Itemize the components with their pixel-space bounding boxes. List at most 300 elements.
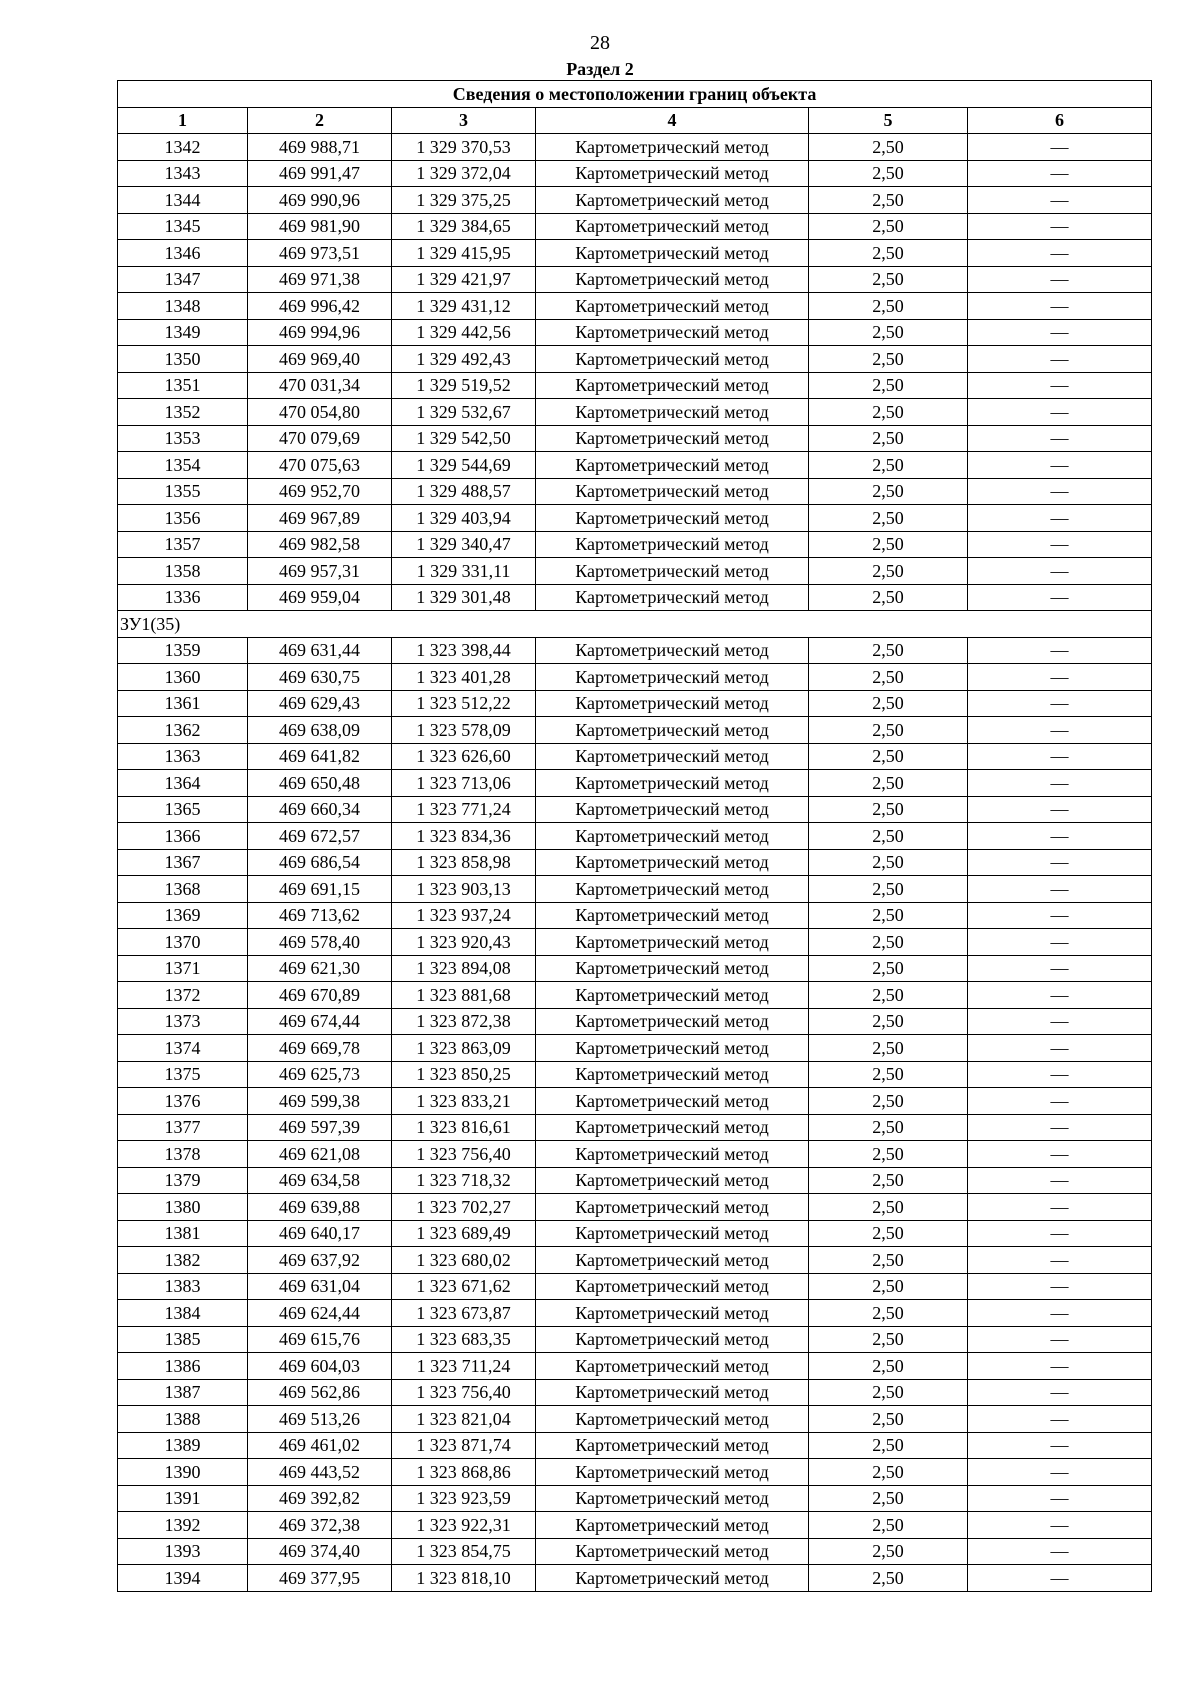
accuracy-cell: 2,50 bbox=[809, 1194, 968, 1221]
description-cell: — bbox=[968, 531, 1152, 558]
point-number-cell: 1380 bbox=[118, 1194, 248, 1221]
accuracy-cell: 2,50 bbox=[809, 1379, 968, 1406]
description-cell: — bbox=[968, 717, 1152, 744]
description-cell: — bbox=[968, 1432, 1152, 1459]
x-coordinate-cell: 469 513,26 bbox=[248, 1406, 392, 1433]
method-cell: Картометрический метод bbox=[536, 1247, 809, 1274]
method-cell: Картометрический метод bbox=[536, 1379, 809, 1406]
description-cell: — bbox=[968, 1512, 1152, 1539]
column-number-header: 6 bbox=[968, 107, 1152, 134]
point-number-cell: 1387 bbox=[118, 1379, 248, 1406]
method-cell: Картометрический метод bbox=[536, 982, 809, 1009]
x-coordinate-cell: 469 670,89 bbox=[248, 982, 392, 1009]
accuracy-cell: 2,50 bbox=[809, 1247, 968, 1274]
accuracy-cell: 2,50 bbox=[809, 982, 968, 1009]
table-row bbox=[118, 478, 1152, 505]
accuracy-cell: 2,50 bbox=[809, 770, 968, 797]
y-coordinate-cell: 1 323 626,60 bbox=[392, 743, 536, 770]
column-number-header: 1 bbox=[118, 107, 248, 134]
point-number-cell: 1381 bbox=[118, 1220, 248, 1247]
x-coordinate-cell: 469 640,17 bbox=[248, 1220, 392, 1247]
method-cell: Картометрический метод bbox=[536, 558, 809, 585]
table-row bbox=[118, 160, 1152, 187]
description-cell: — bbox=[968, 478, 1152, 505]
y-coordinate-cell: 1 323 863,09 bbox=[392, 1035, 536, 1062]
accuracy-cell: 2,50 bbox=[809, 1565, 968, 1592]
y-coordinate-cell: 1 323 923,59 bbox=[392, 1485, 536, 1512]
description-cell: — bbox=[968, 982, 1152, 1009]
x-coordinate-cell: 469 631,04 bbox=[248, 1273, 392, 1300]
table-row bbox=[118, 240, 1152, 267]
point-number-cell: 1382 bbox=[118, 1247, 248, 1274]
table-row bbox=[118, 849, 1152, 876]
method-cell: Картометрический метод bbox=[536, 1512, 809, 1539]
group-label: ЗУ1(35) bbox=[118, 611, 1152, 638]
y-coordinate-cell: 1 323 673,87 bbox=[392, 1300, 536, 1327]
y-coordinate-cell: 1 329 384,65 bbox=[392, 213, 536, 240]
description-cell: — bbox=[968, 1194, 1152, 1221]
method-cell: Картометрический метод bbox=[536, 266, 809, 293]
table-row bbox=[118, 1300, 1152, 1327]
y-coordinate-cell: 1 323 858,98 bbox=[392, 849, 536, 876]
method-cell: Картометрический метод bbox=[536, 1061, 809, 1088]
point-number-cell: 1363 bbox=[118, 743, 248, 770]
method-cell: Картометрический метод bbox=[536, 823, 809, 850]
y-coordinate-cell: 1 323 850,25 bbox=[392, 1061, 536, 1088]
method-cell: Картометрический метод bbox=[536, 1459, 809, 1486]
x-coordinate-cell: 469 637,92 bbox=[248, 1247, 392, 1274]
y-coordinate-cell: 1 329 542,50 bbox=[392, 425, 536, 452]
method-cell: Картометрический метод bbox=[536, 1088, 809, 1115]
table-row bbox=[118, 1485, 1152, 1512]
point-number-cell: 1384 bbox=[118, 1300, 248, 1327]
x-coordinate-cell: 470 031,34 bbox=[248, 372, 392, 399]
point-number-cell: 1356 bbox=[118, 505, 248, 532]
table-row bbox=[118, 584, 1152, 611]
x-coordinate-cell: 469 374,40 bbox=[248, 1538, 392, 1565]
accuracy-cell: 2,50 bbox=[809, 929, 968, 956]
accuracy-cell: 2,50 bbox=[809, 213, 968, 240]
point-number-cell: 1347 bbox=[118, 266, 248, 293]
point-number-cell: 1374 bbox=[118, 1035, 248, 1062]
point-number-cell: 1359 bbox=[118, 637, 248, 664]
table-row bbox=[118, 637, 1152, 664]
accuracy-cell: 2,50 bbox=[809, 876, 968, 903]
method-cell: Картометрический метод bbox=[536, 1273, 809, 1300]
accuracy-cell: 2,50 bbox=[809, 849, 968, 876]
method-cell: Картометрический метод bbox=[536, 346, 809, 373]
x-coordinate-cell: 469 981,90 bbox=[248, 213, 392, 240]
point-number-cell: 1336 bbox=[118, 584, 248, 611]
method-cell: Картометрический метод bbox=[536, 1432, 809, 1459]
accuracy-cell: 2,50 bbox=[809, 266, 968, 293]
description-cell: — bbox=[968, 1035, 1152, 1062]
accuracy-cell: 2,50 bbox=[809, 1406, 968, 1433]
method-cell: Картометрический метод bbox=[536, 213, 809, 240]
point-number-cell: 1349 bbox=[118, 319, 248, 346]
x-coordinate-cell: 469 994,96 bbox=[248, 319, 392, 346]
method-cell: Картометрический метод bbox=[536, 478, 809, 505]
description-cell: — bbox=[968, 1379, 1152, 1406]
x-coordinate-cell: 469 990,96 bbox=[248, 187, 392, 214]
description-cell: — bbox=[968, 1061, 1152, 1088]
description-cell: — bbox=[968, 1538, 1152, 1565]
point-number-cell: 1352 bbox=[118, 399, 248, 426]
description-cell: — bbox=[968, 266, 1152, 293]
table-row bbox=[118, 1565, 1152, 1592]
accuracy-cell: 2,50 bbox=[809, 452, 968, 479]
point-number-cell: 1391 bbox=[118, 1485, 248, 1512]
table-row bbox=[118, 1459, 1152, 1486]
y-coordinate-cell: 1 323 671,62 bbox=[392, 1273, 536, 1300]
method-cell: Картометрический метод bbox=[536, 160, 809, 187]
description-cell: — bbox=[968, 1220, 1152, 1247]
point-number-cell: 1366 bbox=[118, 823, 248, 850]
description-cell: — bbox=[968, 1273, 1152, 1300]
method-cell: Картометрический метод bbox=[536, 1008, 809, 1035]
y-coordinate-cell: 1 323 689,49 bbox=[392, 1220, 536, 1247]
column-number-header: 3 bbox=[392, 107, 536, 134]
x-coordinate-cell: 469 630,75 bbox=[248, 664, 392, 691]
accuracy-cell: 2,50 bbox=[809, 1114, 968, 1141]
accuracy-cell: 2,50 bbox=[809, 134, 968, 161]
description-cell: — bbox=[968, 187, 1152, 214]
method-cell: Картометрический метод bbox=[536, 929, 809, 956]
y-coordinate-cell: 1 323 871,74 bbox=[392, 1432, 536, 1459]
table-row bbox=[118, 690, 1152, 717]
accuracy-cell: 2,50 bbox=[809, 1167, 968, 1194]
x-coordinate-cell: 469 669,78 bbox=[248, 1035, 392, 1062]
y-coordinate-cell: 1 323 756,40 bbox=[392, 1141, 536, 1168]
x-coordinate-cell: 469 377,95 bbox=[248, 1565, 392, 1592]
accuracy-cell: 2,50 bbox=[809, 1141, 968, 1168]
table-row bbox=[118, 1379, 1152, 1406]
method-cell: Картометрический метод bbox=[536, 1114, 809, 1141]
table-row bbox=[118, 399, 1152, 426]
method-cell: Картометрический метод bbox=[536, 187, 809, 214]
method-cell: Картометрический метод bbox=[536, 1538, 809, 1565]
boundary-coordinates-table bbox=[117, 80, 1152, 1592]
y-coordinate-cell: 1 323 398,44 bbox=[392, 637, 536, 664]
accuracy-cell: 2,50 bbox=[809, 1326, 968, 1353]
description-cell: — bbox=[968, 452, 1152, 479]
x-coordinate-cell: 469 672,57 bbox=[248, 823, 392, 850]
point-number-cell: 1393 bbox=[118, 1538, 248, 1565]
accuracy-cell: 2,50 bbox=[809, 1459, 968, 1486]
x-coordinate-cell: 469 638,09 bbox=[248, 717, 392, 744]
accuracy-cell: 2,50 bbox=[809, 743, 968, 770]
x-coordinate-cell: 469 660,34 bbox=[248, 796, 392, 823]
table-row bbox=[118, 982, 1152, 1009]
x-coordinate-cell: 470 054,80 bbox=[248, 399, 392, 426]
y-coordinate-cell: 1 323 894,08 bbox=[392, 955, 536, 982]
description-cell: — bbox=[968, 1141, 1152, 1168]
method-cell: Картометрический метод bbox=[536, 690, 809, 717]
y-coordinate-cell: 1 323 920,43 bbox=[392, 929, 536, 956]
point-number-cell: 1350 bbox=[118, 346, 248, 373]
accuracy-cell: 2,50 bbox=[809, 1300, 968, 1327]
x-coordinate-cell: 469 959,04 bbox=[248, 584, 392, 611]
y-coordinate-cell: 1 323 702,27 bbox=[392, 1194, 536, 1221]
y-coordinate-cell: 1 329 340,47 bbox=[392, 531, 536, 558]
point-number-cell: 1389 bbox=[118, 1432, 248, 1459]
method-cell: Картометрический метод bbox=[536, 1300, 809, 1327]
table-row bbox=[118, 213, 1152, 240]
x-coordinate-cell: 469 634,58 bbox=[248, 1167, 392, 1194]
point-number-cell: 1373 bbox=[118, 1008, 248, 1035]
x-coordinate-cell: 469 604,03 bbox=[248, 1353, 392, 1380]
table-row bbox=[118, 425, 1152, 452]
point-number-cell: 1385 bbox=[118, 1326, 248, 1353]
x-coordinate-cell: 469 629,43 bbox=[248, 690, 392, 717]
y-coordinate-cell: 1 329 442,56 bbox=[392, 319, 536, 346]
point-number-cell: 1365 bbox=[118, 796, 248, 823]
method-cell: Картометрический метод bbox=[536, 1220, 809, 1247]
accuracy-cell: 2,50 bbox=[809, 1353, 968, 1380]
x-coordinate-cell: 469 957,31 bbox=[248, 558, 392, 585]
point-number-cell: 1342 bbox=[118, 134, 248, 161]
description-cell: — bbox=[968, 1459, 1152, 1486]
method-cell: Картометрический метод bbox=[536, 452, 809, 479]
table-row bbox=[118, 346, 1152, 373]
method-cell: Картометрический метод bbox=[536, 293, 809, 320]
y-coordinate-cell: 1 329 492,43 bbox=[392, 346, 536, 373]
point-number-cell: 1362 bbox=[118, 717, 248, 744]
table-row bbox=[118, 531, 1152, 558]
table-caption: Сведения о местоположении границ объекта bbox=[118, 81, 1152, 108]
table-row bbox=[118, 823, 1152, 850]
table-row bbox=[118, 1088, 1152, 1115]
table-row bbox=[118, 293, 1152, 320]
table-row bbox=[118, 1114, 1152, 1141]
y-coordinate-cell: 1 329 421,97 bbox=[392, 266, 536, 293]
description-cell: — bbox=[968, 1088, 1152, 1115]
y-coordinate-cell: 1 323 922,31 bbox=[392, 1512, 536, 1539]
method-cell: Картометрический метод bbox=[536, 319, 809, 346]
method-cell: Картометрический метод bbox=[536, 425, 809, 452]
x-coordinate-cell: 469 641,82 bbox=[248, 743, 392, 770]
method-cell: Картометрический метод bbox=[536, 902, 809, 929]
accuracy-cell: 2,50 bbox=[809, 902, 968, 929]
description-cell: — bbox=[968, 319, 1152, 346]
point-number-cell: 1355 bbox=[118, 478, 248, 505]
x-coordinate-cell: 469 392,82 bbox=[248, 1485, 392, 1512]
description-cell: — bbox=[968, 637, 1152, 664]
point-number-cell: 1377 bbox=[118, 1114, 248, 1141]
accuracy-cell: 2,50 bbox=[809, 1432, 968, 1459]
y-coordinate-cell: 1 323 816,61 bbox=[392, 1114, 536, 1141]
method-cell: Картометрический метод bbox=[536, 1406, 809, 1433]
y-coordinate-cell: 1 323 756,40 bbox=[392, 1379, 536, 1406]
table-row bbox=[118, 1008, 1152, 1035]
method-cell: Картометрический метод bbox=[536, 372, 809, 399]
y-coordinate-cell: 1 323 718,32 bbox=[392, 1167, 536, 1194]
point-number-cell: 1388 bbox=[118, 1406, 248, 1433]
description-cell: — bbox=[968, 134, 1152, 161]
method-cell: Картометрический метод bbox=[536, 637, 809, 664]
point-number-cell: 1386 bbox=[118, 1353, 248, 1380]
description-cell: — bbox=[968, 240, 1152, 267]
method-cell: Картометрический метод bbox=[536, 531, 809, 558]
accuracy-cell: 2,50 bbox=[809, 1273, 968, 1300]
table-row bbox=[118, 1247, 1152, 1274]
method-cell: Картометрический метод bbox=[536, 1485, 809, 1512]
point-number-cell: 1353 bbox=[118, 425, 248, 452]
description-cell: — bbox=[968, 690, 1152, 717]
description-cell: — bbox=[968, 1008, 1152, 1035]
y-coordinate-cell: 1 323 771,24 bbox=[392, 796, 536, 823]
accuracy-cell: 2,50 bbox=[809, 319, 968, 346]
method-cell: Картометрический метод bbox=[536, 955, 809, 982]
description-cell: — bbox=[968, 1300, 1152, 1327]
description-cell: — bbox=[968, 743, 1152, 770]
point-number-cell: 1361 bbox=[118, 690, 248, 717]
table-row bbox=[118, 505, 1152, 532]
description-cell: — bbox=[968, 372, 1152, 399]
accuracy-cell: 2,50 bbox=[809, 1008, 968, 1035]
description-cell: — bbox=[968, 929, 1152, 956]
table-row bbox=[118, 717, 1152, 744]
point-number-cell: 1358 bbox=[118, 558, 248, 585]
table-row bbox=[118, 902, 1152, 929]
accuracy-cell: 2,50 bbox=[809, 1035, 968, 1062]
point-number-cell: 1368 bbox=[118, 876, 248, 903]
x-coordinate-cell: 469 686,54 bbox=[248, 849, 392, 876]
method-cell: Картометрический метод bbox=[536, 1326, 809, 1353]
accuracy-cell: 2,50 bbox=[809, 425, 968, 452]
description-cell: — bbox=[968, 293, 1152, 320]
accuracy-cell: 2,50 bbox=[809, 1538, 968, 1565]
x-coordinate-cell: 469 621,08 bbox=[248, 1141, 392, 1168]
table-row bbox=[118, 770, 1152, 797]
method-cell: Картометрический метод bbox=[536, 134, 809, 161]
method-cell: Картометрический метод bbox=[536, 770, 809, 797]
point-number-cell: 1357 bbox=[118, 531, 248, 558]
point-number-cell: 1370 bbox=[118, 929, 248, 956]
accuracy-cell: 2,50 bbox=[809, 240, 968, 267]
y-coordinate-cell: 1 323 872,38 bbox=[392, 1008, 536, 1035]
point-number-cell: 1351 bbox=[118, 372, 248, 399]
y-coordinate-cell: 1 329 532,67 bbox=[392, 399, 536, 426]
description-cell: — bbox=[968, 664, 1152, 691]
x-coordinate-cell: 469 988,71 bbox=[248, 134, 392, 161]
y-coordinate-cell: 1 329 370,53 bbox=[392, 134, 536, 161]
description-cell: — bbox=[968, 1326, 1152, 1353]
x-coordinate-cell: 469 971,38 bbox=[248, 266, 392, 293]
table-row bbox=[118, 558, 1152, 585]
point-number-cell: 1344 bbox=[118, 187, 248, 214]
y-coordinate-cell: 1 329 301,48 bbox=[392, 584, 536, 611]
method-cell: Картометрический метод bbox=[536, 1353, 809, 1380]
column-number-header: 5 bbox=[809, 107, 968, 134]
method-cell: Картометрический метод bbox=[536, 664, 809, 691]
description-cell: — bbox=[968, 1485, 1152, 1512]
description-cell: — bbox=[968, 584, 1152, 611]
description-cell: — bbox=[968, 955, 1152, 982]
accuracy-cell: 2,50 bbox=[809, 160, 968, 187]
y-coordinate-cell: 1 323 680,02 bbox=[392, 1247, 536, 1274]
x-coordinate-cell: 469 991,47 bbox=[248, 160, 392, 187]
accuracy-cell: 2,50 bbox=[809, 1088, 968, 1115]
table-row bbox=[118, 372, 1152, 399]
point-number-cell: 1372 bbox=[118, 982, 248, 1009]
table-row bbox=[118, 319, 1152, 346]
y-coordinate-cell: 1 329 403,94 bbox=[392, 505, 536, 532]
method-cell: Картометрический метод bbox=[536, 1194, 809, 1221]
y-coordinate-cell: 1 323 711,24 bbox=[392, 1353, 536, 1380]
point-number-cell: 1383 bbox=[118, 1273, 248, 1300]
description-cell: — bbox=[968, 505, 1152, 532]
y-coordinate-cell: 1 329 544,69 bbox=[392, 452, 536, 479]
y-coordinate-cell: 1 323 713,06 bbox=[392, 770, 536, 797]
x-coordinate-cell: 469 650,48 bbox=[248, 770, 392, 797]
point-number-cell: 1348 bbox=[118, 293, 248, 320]
column-number-header: 2 bbox=[248, 107, 392, 134]
accuracy-cell: 2,50 bbox=[809, 796, 968, 823]
table-row bbox=[118, 1353, 1152, 1380]
point-number-cell: 1394 bbox=[118, 1565, 248, 1592]
method-cell: Картометрический метод bbox=[536, 1565, 809, 1592]
accuracy-cell: 2,50 bbox=[809, 558, 968, 585]
accuracy-cell: 2,50 bbox=[809, 1061, 968, 1088]
x-coordinate-cell: 469 562,86 bbox=[248, 1379, 392, 1406]
table-row bbox=[118, 1167, 1152, 1194]
y-coordinate-cell: 1 323 833,21 bbox=[392, 1088, 536, 1115]
point-number-cell: 1367 bbox=[118, 849, 248, 876]
table-row bbox=[118, 187, 1152, 214]
description-cell: — bbox=[968, 1353, 1152, 1380]
table-row bbox=[118, 1273, 1152, 1300]
table-row bbox=[118, 452, 1152, 479]
table-row bbox=[118, 1141, 1152, 1168]
y-coordinate-cell: 1 329 415,95 bbox=[392, 240, 536, 267]
x-coordinate-cell: 469 973,51 bbox=[248, 240, 392, 267]
table-row bbox=[118, 1406, 1152, 1433]
table-row bbox=[118, 1035, 1152, 1062]
x-coordinate-cell: 469 615,76 bbox=[248, 1326, 392, 1353]
accuracy-cell: 2,50 bbox=[809, 399, 968, 426]
method-cell: Картометрический метод bbox=[536, 1141, 809, 1168]
y-coordinate-cell: 1 323 834,36 bbox=[392, 823, 536, 850]
x-coordinate-cell: 469 631,44 bbox=[248, 637, 392, 664]
table-row bbox=[118, 1061, 1152, 1088]
point-number-cell: 1376 bbox=[118, 1088, 248, 1115]
accuracy-cell: 2,50 bbox=[809, 823, 968, 850]
y-coordinate-cell: 1 329 375,25 bbox=[392, 187, 536, 214]
description-cell: — bbox=[968, 346, 1152, 373]
description-cell: — bbox=[968, 823, 1152, 850]
accuracy-cell: 2,50 bbox=[809, 637, 968, 664]
point-number-cell: 1378 bbox=[118, 1141, 248, 1168]
description-cell: — bbox=[968, 902, 1152, 929]
point-number-cell: 1345 bbox=[118, 213, 248, 240]
point-number-cell: 1354 bbox=[118, 452, 248, 479]
table-row bbox=[118, 876, 1152, 903]
description-cell: — bbox=[968, 160, 1152, 187]
point-number-cell: 1346 bbox=[118, 240, 248, 267]
description-cell: — bbox=[968, 770, 1152, 797]
point-number-cell: 1343 bbox=[118, 160, 248, 187]
table-row bbox=[118, 1326, 1152, 1353]
accuracy-cell: 2,50 bbox=[809, 690, 968, 717]
method-cell: Картометрический метод bbox=[536, 743, 809, 770]
accuracy-cell: 2,50 bbox=[809, 478, 968, 505]
column-number-row bbox=[118, 107, 1152, 134]
table-row bbox=[118, 266, 1152, 293]
group-row bbox=[118, 611, 1152, 638]
y-coordinate-cell: 1 323 578,09 bbox=[392, 717, 536, 744]
table-row bbox=[118, 743, 1152, 770]
